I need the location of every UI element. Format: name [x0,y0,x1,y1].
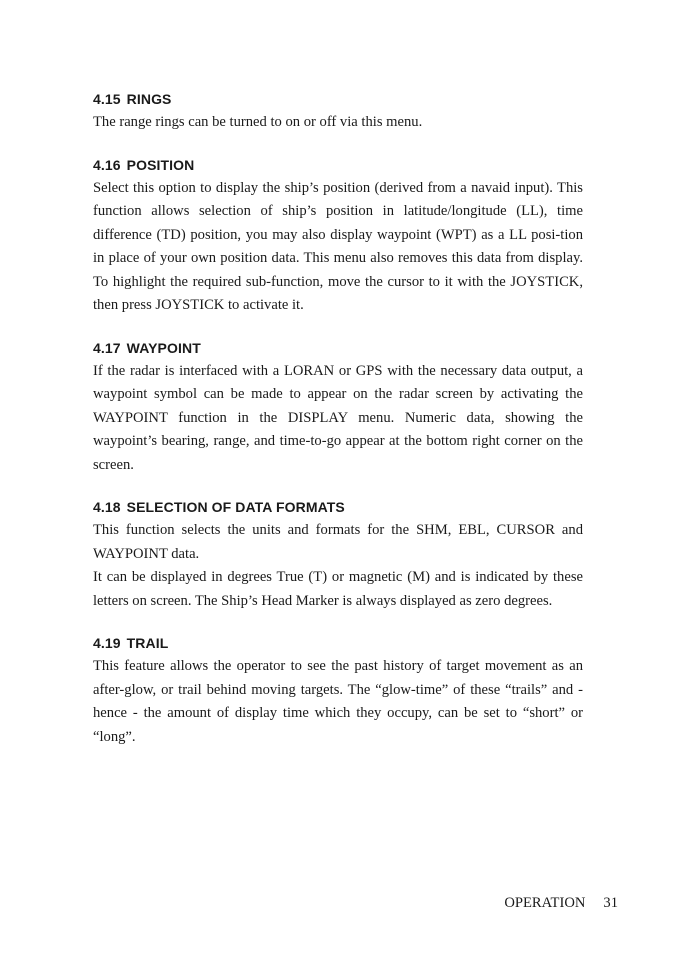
section-paragraph: This feature allows the operator to see the past history of target movement as an after-glow, or trail behind moving targets. The “glow-time” of these “trails” and - hence - the amount of display time which they occupy, can be set to “short” or “long”. [93,658,583,745]
section-title: POSITION [126,156,195,173]
section-title: SELECTION OF DATA FORMATS [126,499,345,515]
section-number: 4.15 [93,91,121,107]
section-paragraph: Select this option to display the ship’s position (derived from a navaid input). This function allows selection of ship’s position in latitude/longitude (LL), time difference (TD) position, you may also display waypoint (WPT) as a LL posi-tion in place of your own position data. This menu also removes this data from display. To highlight the required sub-function, move the cursor to it with the JOYSTICK, then press JOYSTICK to activate it. [93,179,583,313]
section-paragraph: It can be displayed in degrees True (T) or magnetic (M) and is indicated by these letters on screen. The Ship’s Head Marker is always displayed as zero degrees. [93,569,583,609]
section-number: 4.16 [93,156,121,173]
section-position [93,156,583,318]
section-number: 4.19 [93,635,121,651]
page-body [93,90,583,770]
section-heading [93,339,583,357]
section-heading [93,634,583,652]
page-footer [504,893,618,913]
section-paragraph: If the radar is interfaced with a LORAN or GPS with the necessary data output, a waypoint symbol can be made to appear on the radar screen by activating the WAYPOINT function in the DISPLAY menu. Numeric data, showing the waypoint’s bearing, range, and time-to-go appear at the bottom right corner on the screen. [93,362,583,473]
section-data-formats [93,498,583,613]
section-title: TRAIL [126,635,169,651]
footer-chapter: OPERATION [504,895,586,911]
section-heading [93,498,583,516]
section-heading [93,156,583,174]
section-waypoint [93,339,583,478]
section-paragraph: This function selects the units and formats for the SHM, EBL, CURSOR and WAYPOINT data. [93,522,583,562]
section-title: WAYPOINT [126,339,201,356]
section-title: RINGS [126,91,172,107]
section-number: 4.17 [93,339,121,356]
section-heading [93,90,583,108]
section-paragraph: The range rings can be turned to on or off via this menu. [93,114,423,130]
section-rings [93,90,583,135]
page-number: 31 [603,895,618,911]
section-number: 4.18 [93,499,121,515]
section-trail [93,634,583,749]
